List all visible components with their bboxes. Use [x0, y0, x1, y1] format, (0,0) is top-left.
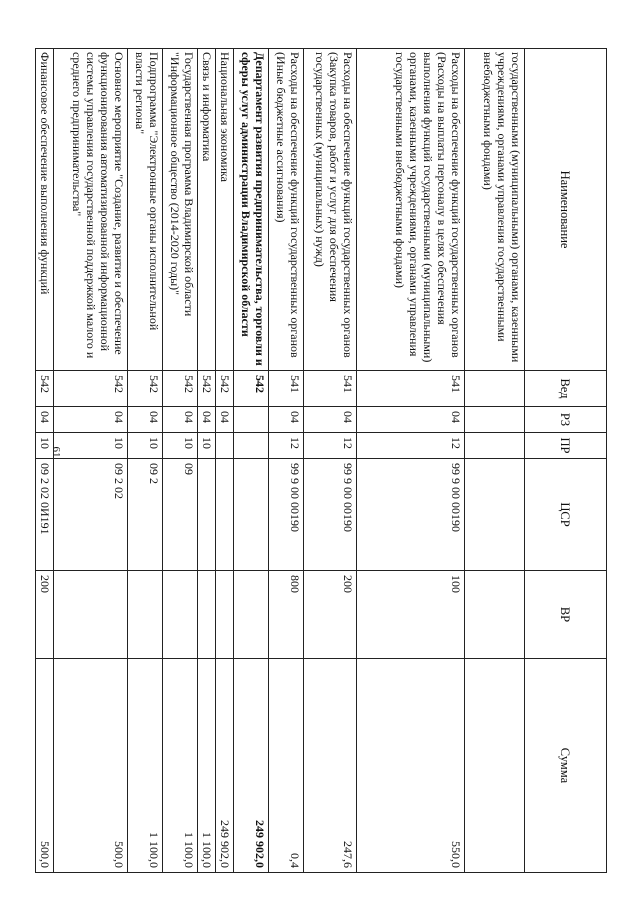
cell-sum: 1 100,0: [163, 659, 198, 873]
cell-sum: 500,0: [36, 659, 54, 873]
cell-sum: 249 902,0: [234, 659, 269, 873]
cell-vr: [163, 571, 198, 659]
cell-sum: 500,0: [54, 659, 128, 873]
cell-name: Подпрограмма "Электронные органы исполнительной власти региона": [128, 49, 163, 371]
cell-rz: [465, 407, 525, 433]
cell-sum: 1 100,0: [198, 659, 216, 873]
cell-ved: 542: [234, 371, 269, 407]
cell-pr: [234, 433, 269, 459]
cell-name: Расходы на обеспечение функций государственных органов (Иные бюджетные ассигнования): [269, 49, 304, 371]
table-header-row: [525, 49, 607, 873]
cell-ved: 542: [198, 371, 216, 407]
header-csr: ЦСР: [525, 459, 607, 571]
header-sum: Сумма: [525, 659, 607, 873]
table-row-department: [234, 49, 269, 873]
cell-csr: [198, 459, 216, 571]
cell-ved: 542: [128, 371, 163, 407]
cell-name: Национальная экономика: [216, 49, 234, 371]
cell-name: Государственная программа Владимирской области "Информационное общество (2014-2020 годы)": [163, 49, 198, 371]
cell-ved: 542: [54, 371, 128, 407]
cell-vr: [234, 571, 269, 659]
cell-csr: [465, 459, 525, 571]
cell-pr: 10: [198, 433, 216, 459]
cell-pr: 12: [304, 433, 357, 459]
cell-pr: 10: [36, 433, 54, 459]
cell-ved: 541: [357, 371, 465, 407]
table-row: [198, 49, 216, 873]
cell-pr: 12: [269, 433, 304, 459]
cell-csr: 99 9 00 00190: [269, 459, 304, 571]
table-row: [465, 49, 525, 873]
cell-csr: 09 2 02: [54, 459, 128, 571]
cell-vr: [128, 571, 163, 659]
cell-vr: 200: [304, 571, 357, 659]
cell-csr: 99 9 00 00190: [357, 459, 465, 571]
table-row: [269, 49, 304, 873]
cell-rz: [234, 407, 269, 433]
header-vr: ВР: [525, 571, 607, 659]
cell-sum: 1 100,0: [128, 659, 163, 873]
cell-name: государственными (муниципальными) органами, казенными учреждениями, органами управления государственными внебюджетными фондами): [465, 49, 525, 371]
cell-rz: 04: [357, 407, 465, 433]
cell-ved: 542: [216, 371, 234, 407]
cell-pr: 10: [163, 433, 198, 459]
cell-name: Расходы на обеспечение функций государственных органов (Расходы на выплаты персоналу в целях обеспечения выполнения функций государственными (муниципальными) органами, казенными учреждениями, органами управления государственными внебюджетными фондами): [357, 49, 465, 371]
table-row: [304, 49, 357, 873]
table-row: [357, 49, 465, 873]
cell-sum: 247,6: [304, 659, 357, 873]
table-row: [216, 49, 234, 873]
cell-name: Основное мероприятие "Создание, развитие и обеспечение функционирования автоматизированной информационной системы управления государственной поддержкой малого и среднего предпринимательства": [54, 49, 128, 371]
cell-name: Связь и информатика: [198, 49, 216, 371]
budget-table: [35, 48, 607, 873]
cell-rz: 04: [163, 407, 198, 433]
cell-pr: [216, 433, 234, 459]
cell-rz: 04: [269, 407, 304, 433]
cell-name: Расходы на обеспечение функций государственных органов (Закупка товаров, работ и услуг для обеспечения государственных (муниципальных) нужд): [304, 49, 357, 371]
cell-csr: 09 2 02 0И191: [36, 459, 54, 571]
table-row: [54, 49, 128, 873]
cell-vr: [54, 571, 128, 659]
page-number: 61: [50, 446, 62, 458]
cell-vr: 800: [269, 571, 304, 659]
cell-vr: [216, 571, 234, 659]
header-name: Наименование: [525, 49, 607, 371]
cell-sum: 0,4: [269, 659, 304, 873]
cell-ved: 542: [163, 371, 198, 407]
header-pr: ПР: [525, 433, 607, 459]
cell-ved: 541: [304, 371, 357, 407]
cell-csr: 09 2: [128, 459, 163, 571]
cell-pr: 12: [357, 433, 465, 459]
cell-sum: 249 902,0: [216, 659, 234, 873]
cell-name: Департамент развития предпринимательства, торговли и сферы услуг администрации Владимирской области: [234, 49, 269, 371]
cell-csr: 09: [163, 459, 198, 571]
table-row: [36, 49, 54, 873]
cell-ved: 541: [269, 371, 304, 407]
cell-name: Финансовое обеспечение выполнения функций: [36, 49, 54, 371]
cell-vr: 100: [357, 571, 465, 659]
cell-sum: [465, 659, 525, 873]
cell-sum: 550,0: [357, 659, 465, 873]
header-rz: РЗ: [525, 407, 607, 433]
cell-rz: 04: [36, 407, 54, 433]
cell-vr: [465, 571, 525, 659]
cell-pr: [465, 433, 525, 459]
cell-rz: 04: [216, 407, 234, 433]
cell-csr: [216, 459, 234, 571]
cell-vr: [198, 571, 216, 659]
cell-vr: 200: [36, 571, 54, 659]
table-row: [128, 49, 163, 873]
cell-csr: [234, 459, 269, 571]
cell-pr: 10: [128, 433, 163, 459]
cell-rz: 04: [198, 407, 216, 433]
cell-pr: 10: [54, 433, 128, 459]
cell-rz: 04: [54, 407, 128, 433]
cell-rz: 04: [304, 407, 357, 433]
cell-ved: [465, 371, 525, 407]
table-row: [163, 49, 198, 873]
cell-ved: 542: [36, 371, 54, 407]
cell-rz: 04: [128, 407, 163, 433]
cell-csr: 99 9 00 00190: [304, 459, 357, 571]
header-ved: Вед: [525, 371, 607, 407]
